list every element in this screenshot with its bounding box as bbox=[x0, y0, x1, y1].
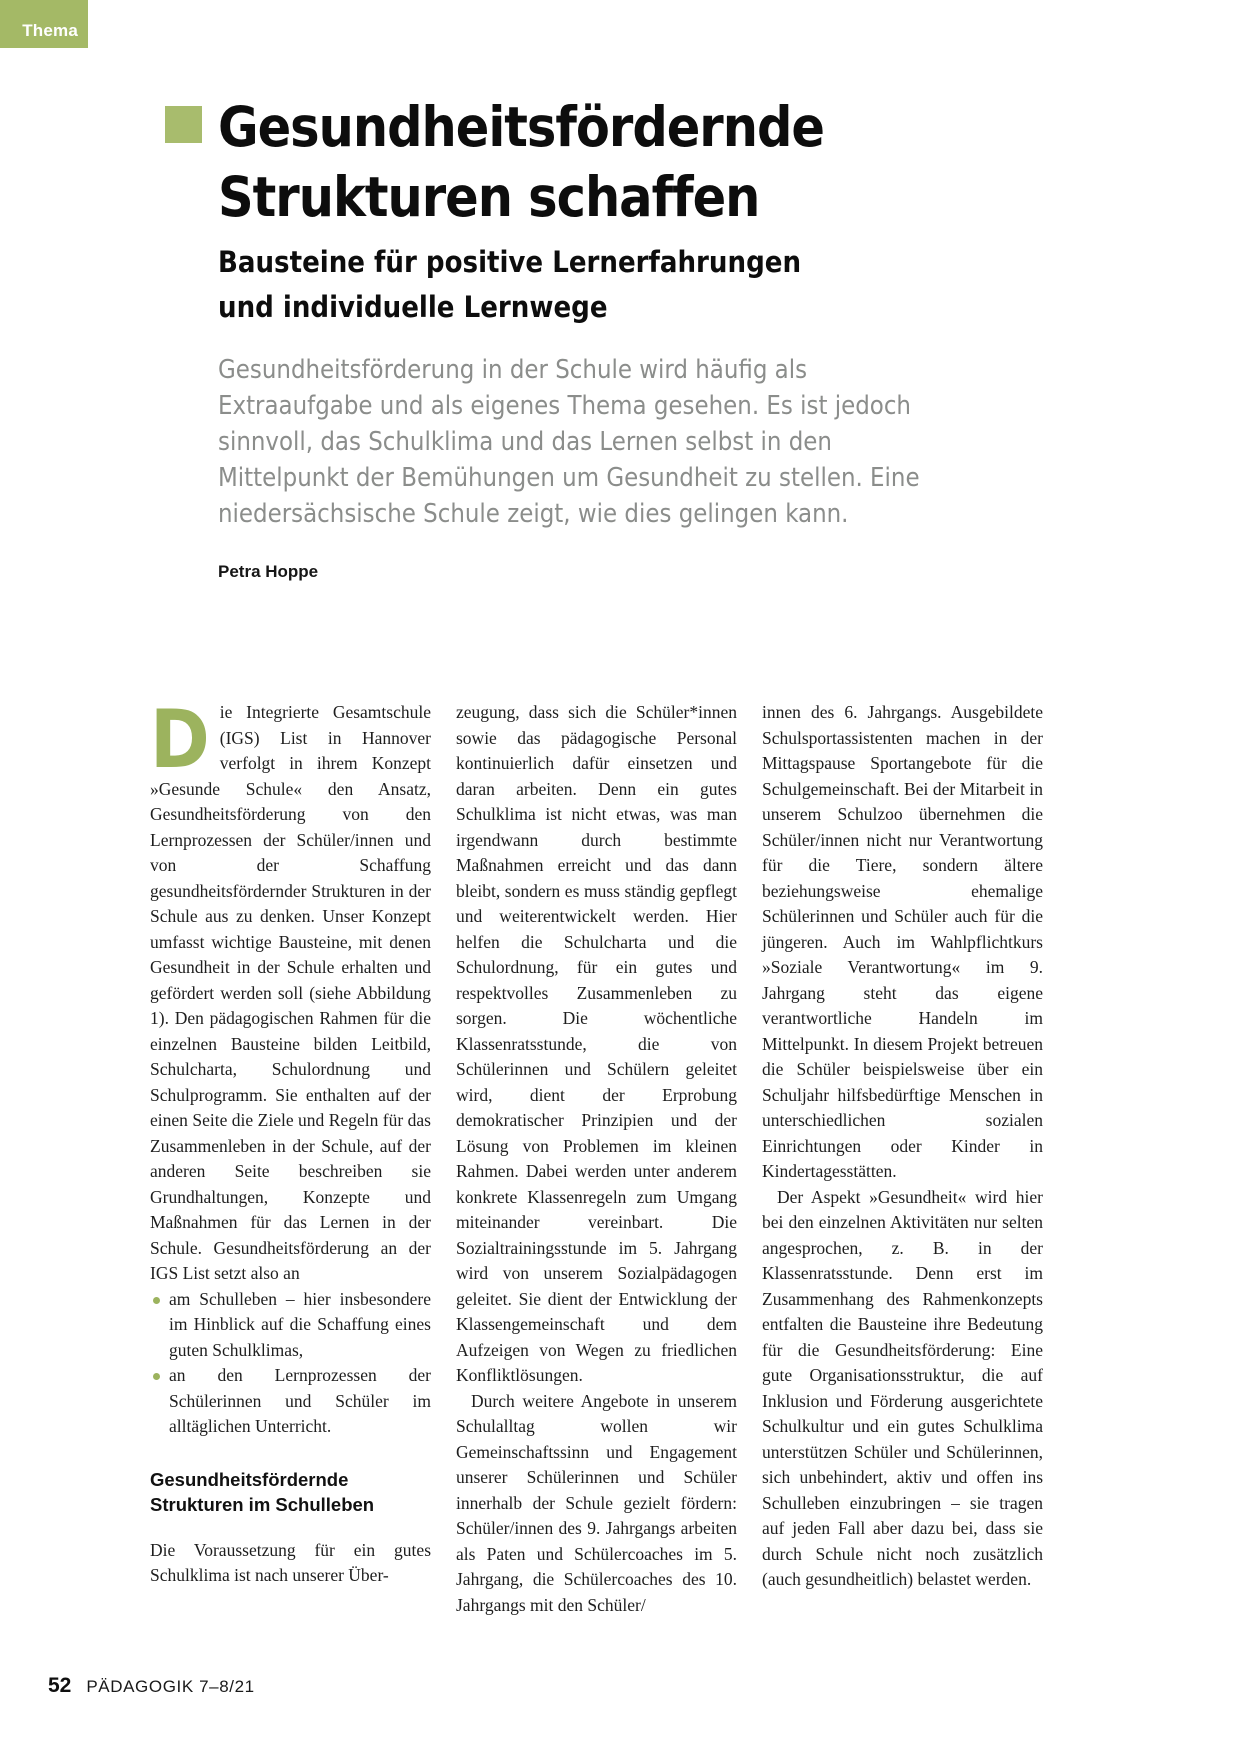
article-columns bbox=[150, 693, 1043, 1618]
page-number: 52 bbox=[48, 1674, 72, 1697]
bullet-item: an den Lernprozessen der Schülerinnen und Schüler im alltäglichen Unterricht. bbox=[150, 1363, 431, 1440]
page-title bbox=[218, 92, 824, 232]
article-column-2 bbox=[456, 700, 737, 1618]
page-subtitle bbox=[218, 240, 801, 330]
magazine-name: PÄDAGOGIK 7–8/21 bbox=[86, 1677, 255, 1696]
title-marker-square-icon bbox=[165, 106, 202, 143]
body-paragraph: innen des 6. Jahrgangs. Ausgebildete Schulsportassistenten machen in der Mittagspause Sportangebote für die Schulgemeinschaft. Bei der Mitarbeit in unserem Schulzoo übernehmen die Schüler/innen nicht nur Verantwortung für die Tiere, sondern ältere beziehungsweise ehemalige Schülerinnen und Schüler auch für die jüngeren. Auch im Wahlpflichtkurs »Soziale Verantwortung« im 9. Jahrgang steht das eigene verantwortliche Handeln im Mittelpunkt. In diesem Projekt betreuen die Schüler beispielsweise über ein Schuljahr hilfsbedürftige Menschen in unterschiedlichen sozialen Einrichtungen oder Kinder in Kindertagesstätten. bbox=[762, 702, 1043, 1181]
author-name: Petra Hoppe bbox=[218, 562, 319, 581]
bullet-dot-icon bbox=[153, 1297, 160, 1304]
bullet-dot-icon bbox=[153, 1373, 160, 1380]
body-paragraph-dropcap: Die Integrierte Gesamtschule (IGS) List in Hannover verfolgt in ihrem Konzept »Gesunde Schule« den Ansatz, Gesundheitsförderung von den Lernprozessen der Schüler/innen und von der Schaffung gesundheitsfördernder Strukturen in der Schule aus zu denken. Unser Konzept umfasst wichtige Bausteine, mit denen Gesundheit in der Schule erhalten und gefördert werden soll (siehe Abbildung 1). Den pädagogischen Rahmen für die einzelnen Bausteine bilden Leitbild, Schulcharta, Schulordnung und Schulprogramm. Sie enthalten auf der einen Seite die Ziele und Regeln für das Zusammenleben in der Schule, auf der anderen Seite beschreiben sie Grundhaltungen, Konzepte und Maßnahmen für das Lernen in der Schule. Gesundheitsförderung an der IGS List setzt also an bbox=[150, 693, 431, 1283]
bullet-item: am Schulleben – hier insbesondere im Hinblick auf die Schaffung eines guten Schulklimas, bbox=[150, 1287, 431, 1364]
page-subtitle-line1: Bausteine für positive Lernerfahrungen bbox=[218, 245, 802, 279]
drop-cap: D bbox=[150, 693, 210, 786]
intro-standfirst: Gesundheitsförderung in der Schule wird häufig als Extraaufgabe und als eigenes Thema gesehen. Es ist jedoch sinnvoll, das Schulklima und das Lernen selbst in den Mittelpunkt der Bemühungen um Gesundheit zu stellen. Eine niedersächsische Schule zeigt, wie dies gelingen kann. bbox=[218, 355, 920, 529]
title-row bbox=[165, 92, 824, 232]
page-title-line1: Gesundheitsfördernde bbox=[218, 95, 824, 159]
body-paragraph: zeugung, dass sich die Schüler*innen sowie das pädagogische Personal kontinuierlich dafür einsetzen und daran arbeiten. Denn ein gutes Schulklima ist nicht etwas, was man irgendwann durch bestimmte Maßnahmen erreicht und das dann bleibt, sondern es muss ständig gepflegt und weiterentwickelt werden. Hier helfen die Schulcharta und die Schulordnung, für ein gutes und respektvolles Zusammenleben zu sorgen. Die wöchentliche Klassenratsstunde, die von Schülerinnen und Schülern geleitet wird, dient der Erprobung demokratischer Prinzipien und der Lösung von Problemen im kleinen Rahmen. Dabei werden unter anderem konkrete Klassenregeln zum Umgang miteinander vereinbart. Die Sozialtrainingsstunde im 5. Jahrgang wird von unserem Sozialpädagogen geleitet. Sie dient der Entwicklung der Klassengemeinschaft und dem Aufzeigen von Wegen zu friedlichen Konfliktlösungen. bbox=[456, 702, 737, 1385]
article-column-1 bbox=[150, 693, 431, 1589]
page-subtitle-line2: und individuelle Lernwege bbox=[218, 290, 608, 324]
page-title-line2: Strukturen schaffen bbox=[218, 165, 760, 229]
section-heading: Gesundheitsfördernde Strukturen im Schulleben bbox=[150, 1468, 375, 1515]
bullet-list bbox=[150, 1287, 431, 1440]
thema-tag-label: Thema bbox=[22, 21, 78, 40]
body-paragraph: Durch weitere Angebote in unserem Schulalltag wollen wir Gemeinschaftssinn und Engagement unserer Schülerinnen und Schüler innerhalb der Schule gezielt fördern: Schüler/innen des 9. Jahrgangs arbeiten als Paten und Schülercoaches im 5. Jahrgang, die Schülercoaches des 10. Jahrgangs mit den Schüler/ bbox=[456, 1390, 737, 1615]
body-paragraph: Die Voraussetzung für ein gutes Schulklima ist nach unserer Über- bbox=[150, 1539, 431, 1585]
page-footer bbox=[48, 1674, 255, 1698]
article-column-3 bbox=[762, 700, 1043, 1593]
body-paragraph: Der Aspekt »Gesundheit« wird hier bei den einzelnen Aktivitäten nur selten angesprochen, z. B. in der Klassenratsstunde. Denn erst im Zusammenhang des Rahmenkonzepts entfalten die Bausteine ihre Bedeutung für die Gesundheitsförderung: Eine gute Organisationsstruktur, die auf Inklusion und Förderung ausgerichtete Schulkultur und ein gutes Schulklima unterstützen Schüler und Schülerinnen, sich unbehindert, aktiv und offen ins Schulleben einzubringen – sie tragen auf jeden Fall aber dazu bei, dass sie durch Schule nicht noch zusätzlich (auch gesundheitlich) belastet werden. bbox=[762, 1186, 1043, 1589]
thema-tag bbox=[0, 0, 88, 48]
